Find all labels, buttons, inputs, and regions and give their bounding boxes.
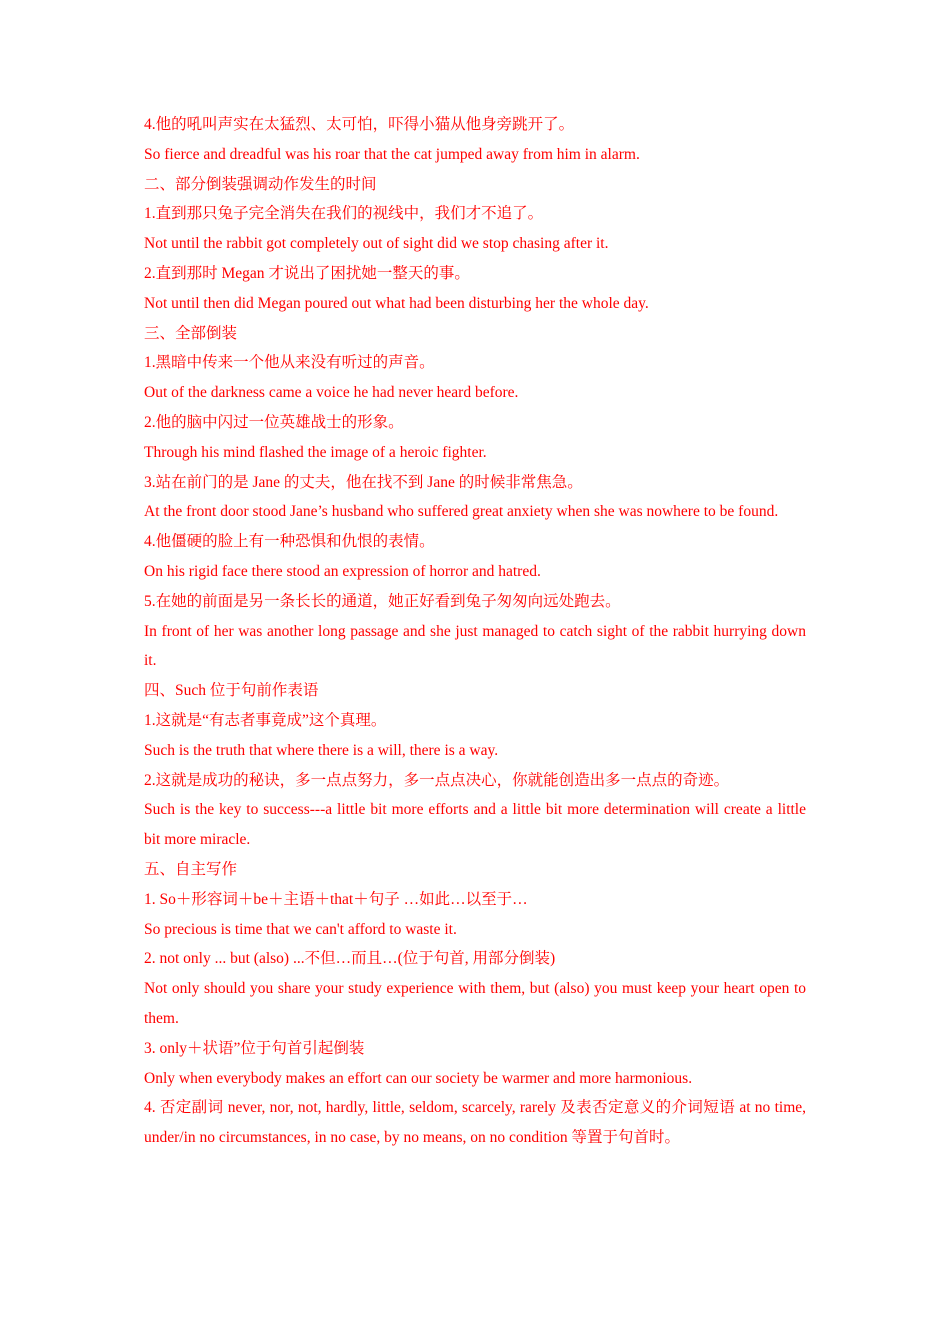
text-line: So precious is time that we can't afford to waste it. — [144, 920, 457, 938]
text-line: 5.在她的前面是另一条长长的通道，她正好看到兔子匆匆向远处跑去。 — [144, 592, 621, 610]
text-line: 3.站在前门的是 Jane 的丈夫，他在找不到 Jane 的时候非常焦急。 — [144, 473, 583, 491]
document-page — [144, 110, 806, 1153]
text-line: 2.他的脑中闪过一位英雄战士的形象。 — [144, 413, 404, 431]
text-line: 2.直到那时 Megan 才说出了困扰她一整天的事。 — [144, 264, 470, 282]
text-line: 4. 否定副词 never, nor, not, hardly, little, seldom, scarcely, rarely 及表否定意义的介词短语 at no time, under/in no circumstances, in no case, by no means, on no condition 等置于句首时。 — [144, 1099, 806, 1147]
text-line: Through his mind flashed the image of a heroic fighter. — [144, 443, 487, 461]
text-line: 1.黑暗中传来一个他从来没有听过的声音。 — [144, 354, 435, 372]
text-line: 3. only＋状语”位于句首引起倒装 — [144, 1039, 365, 1057]
section-heading: 五、自主写作 — [144, 860, 238, 878]
text-line: On his rigid face there stood an expression of horror and hatred. — [144, 562, 541, 580]
text-line: So fierce and dreadful was his roar that the cat jumped away from him in alarm. — [144, 145, 640, 163]
text-line: 1.直到那只兔子完全消失在我们的视线中，我们才不追了。 — [144, 205, 544, 223]
text-line: 1. So＋形容词＋be＋主语＋that＋句子 …如此…以至于… — [144, 890, 528, 908]
section-heading: 三、全部倒装 — [144, 324, 238, 342]
text-line: Not only should you share your study experience with them, but (also) you must keep your heart open to them. — [144, 980, 806, 1027]
text-line: Not until then did Megan poured out what had been disturbing her the whole day. — [144, 294, 649, 312]
text-line: Out of the darkness came a voice he had never heard before. — [144, 384, 519, 402]
text-line: Such is the key to success---a little bit more efforts and a little bit more determination will create a little bit more miracle. — [144, 801, 806, 849]
section-heading: 四、Such 位于句前作表语 — [144, 682, 319, 700]
text-line: Only when everybody makes an effort can our society be warmer and more harmonious. — [144, 1069, 693, 1087]
text-line: 2. not only ... but (also) ...不但…而且…(位于句首, 用部分倒装) — [144, 950, 556, 968]
section-heading: 二、部分倒装强调动作发生的时间 — [144, 175, 377, 193]
text-line: At the front door stood Jane’s husband who suffered great anxiety when she was nowhere to be found. — [144, 503, 779, 521]
text-line: 1.这就是“有志者事竟成”这个真理。 — [144, 711, 387, 729]
text-line: 4.他僵硬的脸上有一种恐惧和仇恨的表情。 — [144, 533, 435, 551]
text-line: 4.他的吼叫声实在太猛烈、太可怕，吓得小猫从他身旁跳开了。 — [144, 116, 575, 133]
text-line: Not until the rabbit got completely out of sight did we stop chasing after it. — [144, 235, 609, 253]
text-line: In front of her was another long passage and she just managed to catch sight of the rabbit hurrying down it. — [144, 622, 806, 670]
text-line: 2.这就是成功的秘诀，多一点点努力，多一点点决心，你就能创造出多一点点的奇迹。 — [144, 771, 730, 789]
text-line: Such is the truth that where there is a will, there is a way. — [144, 741, 499, 759]
